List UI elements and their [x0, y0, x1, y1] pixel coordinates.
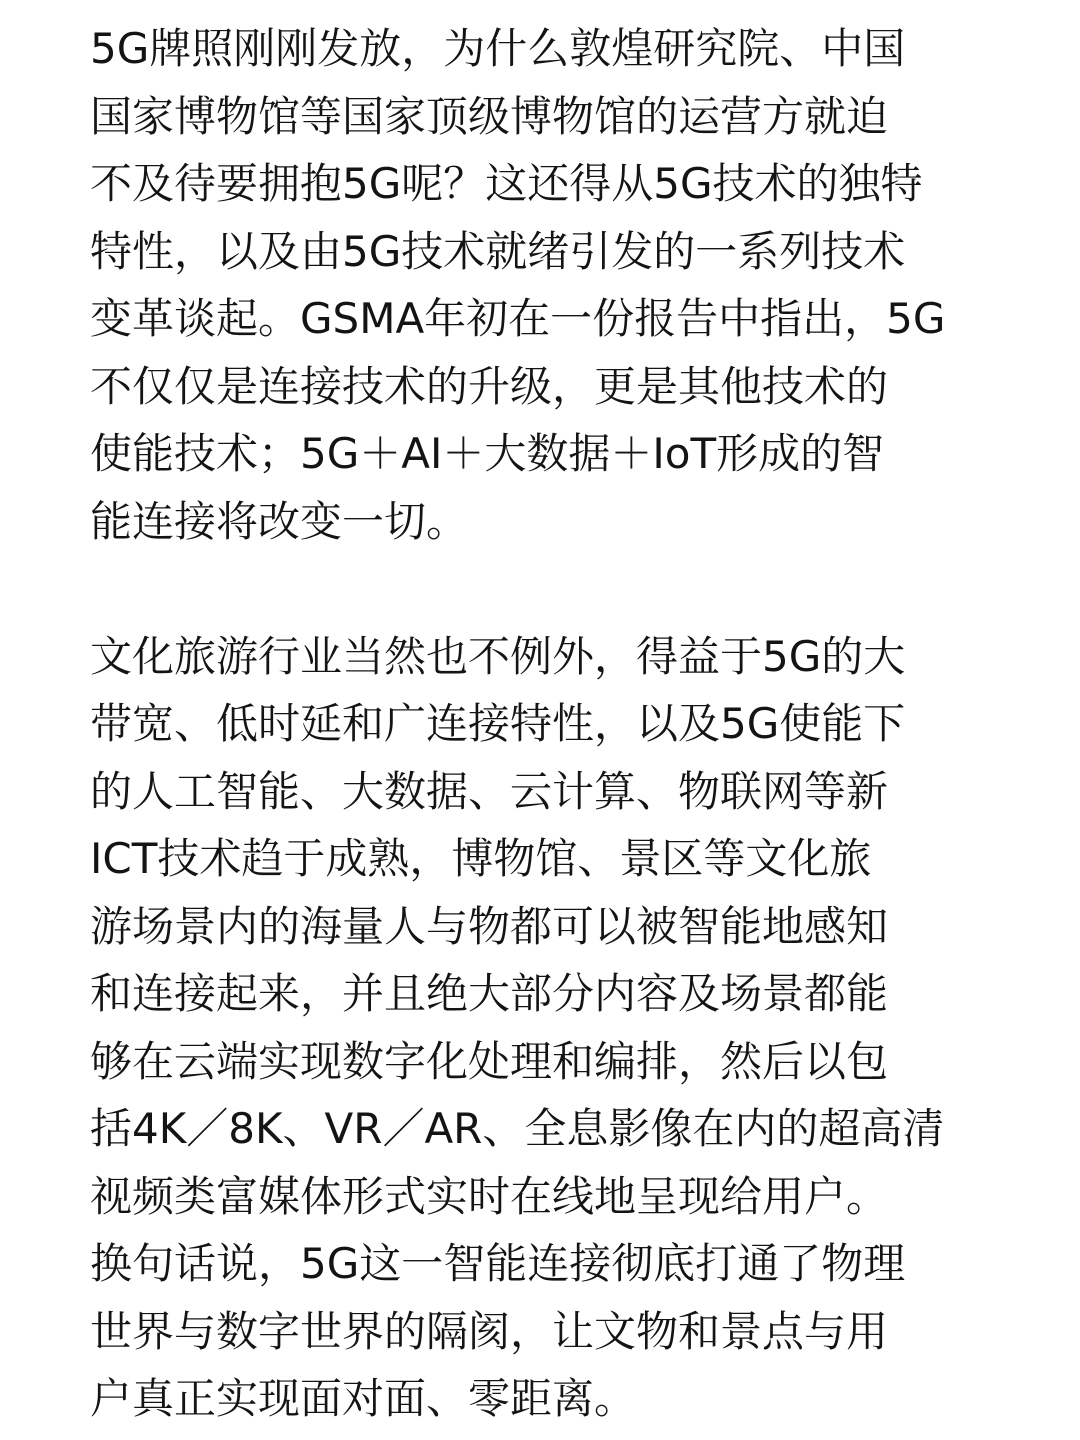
text-line: 视频类富媒体形式实时在线地呈现给用户。 — [90, 1171, 889, 1221]
text-line: 特性，以及由5G技术就绪引发的一系列技术 — [90, 226, 906, 276]
text-line: 不及待要拥抱5G呢？这还得从5G技术的独特 — [90, 159, 923, 208]
text-line: 的人工智能、大数据、云计算、物联网等新 — [90, 766, 889, 816]
text-line: 不仅仅是连接技术的升级，更是其他技术的 — [90, 361, 889, 411]
text-line: 使能技术；5G＋AI＋大数据＋IoT形成的智 — [90, 429, 885, 478]
paragraph-5g-license — [90, 15, 950, 555]
text-line: 国家博物馆等国家顶级博物馆的运营方就迫 — [90, 91, 889, 141]
text-line: 文化旅游行业当然也不例外，得益于5G的大 — [90, 631, 906, 681]
article-body — [90, 15, 950, 1433]
text-line: 游场景内的海量人与物都可以被智能地感知 — [90, 901, 889, 951]
paragraph-culture-tourism — [90, 623, 950, 1433]
text-line: 够在云端实现数字化处理和编排，然后以包 — [90, 1036, 889, 1086]
text-line: 能连接将改变一切。 — [90, 496, 469, 546]
text-line: 和连接起来，并且绝大部分内容及场景都能 — [90, 969, 889, 1018]
paragraph-divider — [90, 555, 950, 623]
text-line: 世界与数字世界的隔阂，让文物和景点与用 — [90, 1306, 889, 1356]
text-line: 括4K／8K、VR／AR、全息影像在内的超高清 — [90, 1104, 945, 1153]
text-line: 5G牌照刚刚发放，为什么敦煌研究院、中国 — [90, 24, 906, 73]
text-line: 带宽、低时延和广连接特性，以及5G使能下 — [90, 699, 906, 748]
text-line: 户真正实现面对面、零距离。 — [90, 1374, 637, 1423]
text-line: ICT技术趋于成熟，博物馆、景区等文化旅 — [90, 834, 872, 883]
text-line: 换句话说，5G这一智能连接彻底打通了物理 — [90, 1239, 906, 1288]
text-line: 变革谈起。GSMA年初在一份报告中指出，5G — [90, 294, 946, 343]
